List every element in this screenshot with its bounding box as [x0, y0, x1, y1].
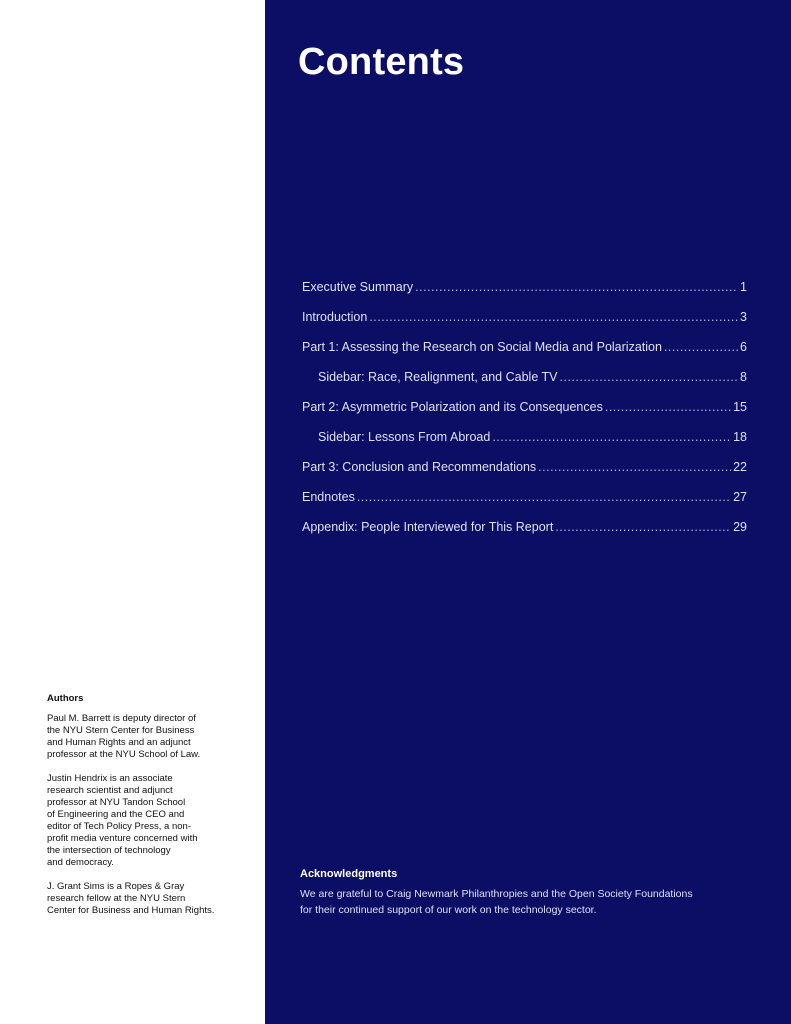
toc-entry-title: Introduction: [302, 310, 368, 324]
toc-entry[interactable]: [302, 310, 747, 340]
acknowledgments-heading: Acknowledgments: [300, 868, 398, 880]
toc-entry[interactable]: [302, 280, 747, 310]
toc-entry-title: Executive Summary: [302, 280, 414, 294]
toc-entry-page-number: 18: [733, 430, 747, 444]
toc-entry-title: Sidebar: Race, Realignment, and Cable TV: [318, 370, 558, 384]
toc-entry[interactable]: [302, 400, 747, 430]
toc-dot-leader: [369, 310, 738, 324]
toc-entry-page-number: 8: [740, 370, 747, 384]
toc-dot-leader: [560, 370, 739, 384]
toc-dot-leader: [605, 400, 731, 414]
acknowledgments-text: We are grateful to Craig Newmark Philanthropies and the Open Society Foundations for their continued support of our work on the technology sector.: [300, 888, 693, 916]
toc-dot-leader: [664, 340, 738, 354]
toc-entry-page-number: 15: [733, 400, 747, 414]
toc-entry-title: Part 1: Assessing the Research on Social Media and Polarization: [302, 340, 662, 354]
toc-entry-title: Appendix: People Interviewed for This Report: [302, 520, 554, 534]
toc-entry[interactable]: [302, 490, 747, 520]
toc-entry-title: Part 2: Asymmetric Polarization and its Consequences: [302, 400, 603, 414]
toc-entry[interactable]: [302, 430, 747, 460]
author-bio-hendrix: Justin Hendrix is an associate research scientist and adjunct professor at NYU Tandon School of Engineering and the CEO and editor of Tech Policy Press, a non- profit media venture concerned with the intersection of technology and democracy.: [47, 773, 198, 868]
table-of-contents: [302, 280, 747, 550]
author-bio-sims: J. Grant Sims is a Ropes & Gray research fellow at the NYU Stern Center for Business and Human Rights.: [47, 881, 215, 916]
toc-entry[interactable]: [302, 460, 747, 490]
toc-entry-title: Endnotes: [302, 490, 355, 504]
toc-entry-page-number: 29: [733, 520, 747, 534]
toc-entry-page-number: 1: [740, 280, 747, 294]
authors-heading: Authors: [47, 693, 84, 704]
toc-entry-page-number: 3: [740, 310, 747, 324]
toc-entry[interactable]: [302, 340, 747, 370]
acknowledgments-section: [300, 868, 760, 918]
authors-section: [47, 693, 247, 929]
author-bio-barrett: Paul M. Barrett is deputy director of the NYU Stern Center for Business and Human Rights and an adjunct professor at the NYU School of Law.: [47, 713, 201, 760]
toc-entry-page-number: 22: [733, 460, 747, 474]
toc-dot-leader: [555, 520, 731, 534]
left-column: [0, 0, 265, 1024]
toc-entry-page-number: 6: [740, 340, 747, 354]
toc-entry-title: Sidebar: Lessons From Abroad: [318, 430, 491, 444]
toc-dot-leader: [357, 490, 731, 504]
toc-entry-page-number: 27: [733, 490, 747, 504]
toc-entry-title: Part 3: Conclusion and Recommendations: [302, 460, 537, 474]
toc-dot-leader: [538, 460, 731, 474]
page-title: Contents: [298, 41, 465, 83]
toc-entry[interactable]: [302, 520, 747, 550]
toc-entry[interactable]: [302, 370, 747, 400]
toc-dot-leader: [492, 430, 731, 444]
toc-dot-leader: [415, 280, 738, 294]
